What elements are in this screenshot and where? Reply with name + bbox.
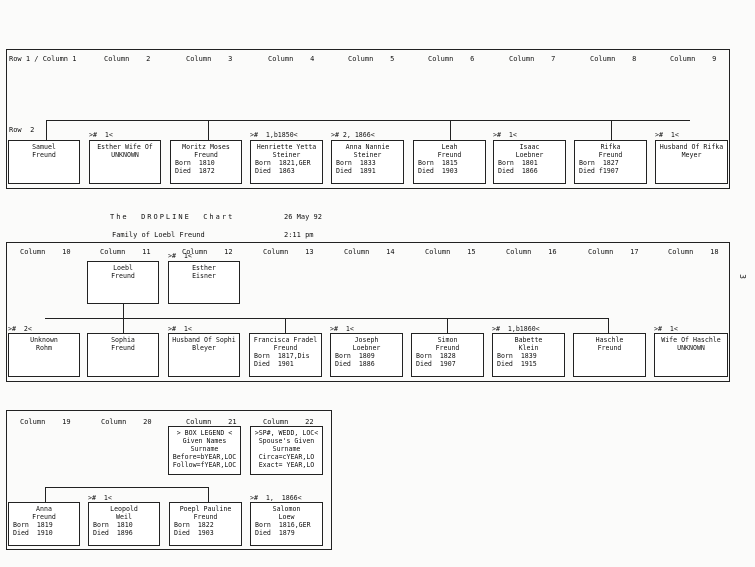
person-name: Babette bbox=[514, 336, 543, 344]
died-date: Died 1901 bbox=[254, 360, 294, 368]
born-date: Born 1839 bbox=[497, 352, 537, 360]
section2-bottom-rule bbox=[6, 381, 730, 382]
person-surname: Freund bbox=[32, 513, 56, 521]
row-label: Row 2 bbox=[9, 126, 35, 134]
died-date: Died 1910 bbox=[13, 529, 53, 537]
column-header: Row 1 / Column 1 bbox=[9, 55, 77, 63]
column-header: Column 22 bbox=[263, 418, 314, 426]
drop-line bbox=[285, 318, 286, 333]
parent-box bbox=[168, 261, 240, 304]
section3-bottom-rule bbox=[6, 549, 332, 550]
legend-line: Given Names bbox=[182, 437, 227, 445]
legend-line: >SP#, WEDD, LOC< bbox=[254, 429, 319, 437]
column-header: Column 17 bbox=[588, 248, 639, 256]
legend-line: Before=bYEAR,LOC bbox=[172, 453, 237, 461]
column-header: Column 9 bbox=[670, 55, 717, 63]
person-name: Poepl Pauline bbox=[179, 505, 232, 513]
person-box bbox=[88, 502, 160, 546]
born-date: Born 1827 bbox=[579, 159, 619, 167]
column-header: Column 5 bbox=[348, 55, 395, 63]
person-surname: UNKNOWN bbox=[677, 344, 705, 352]
column-header: Column 10 bbox=[20, 248, 71, 256]
person-name: Haschle bbox=[595, 336, 624, 344]
person-box bbox=[250, 502, 323, 546]
born-date: Born 1809 bbox=[335, 352, 375, 360]
died-date: Died 1872 bbox=[175, 167, 215, 175]
person-surname: Freund bbox=[194, 151, 218, 159]
person-name: Esther bbox=[192, 264, 216, 272]
column-header: Column 15 bbox=[425, 248, 476, 256]
drop-line bbox=[608, 318, 609, 333]
legend-line: Surname bbox=[272, 445, 301, 453]
spouse-mark: ># 1, 1866< bbox=[250, 494, 302, 502]
legend-line: > BOX LEGEND < bbox=[176, 429, 233, 437]
person-name: Husband Of Rifka bbox=[659, 143, 724, 151]
died-date: Died 1915 bbox=[497, 360, 537, 368]
person-box bbox=[574, 140, 647, 184]
died-date: Died 1879 bbox=[255, 529, 295, 537]
person-name: Sophia bbox=[111, 336, 135, 344]
column-header: Column 19 bbox=[20, 418, 71, 426]
died-date: Died 1903 bbox=[418, 167, 458, 175]
person-surname: Meyer bbox=[681, 151, 702, 159]
person-box bbox=[411, 333, 484, 377]
family-title: Family of Loebl Freund bbox=[112, 231, 205, 239]
born-date: Born 1833 bbox=[336, 159, 376, 167]
born-date: Born 1801 bbox=[498, 159, 538, 167]
person-box bbox=[331, 140, 404, 184]
column-header: Column 20 bbox=[101, 418, 152, 426]
person-box bbox=[655, 140, 728, 184]
column-header: Column 6 bbox=[428, 55, 475, 63]
born-date: Born 1810 bbox=[175, 159, 215, 167]
spouse-mark: ># 1< bbox=[655, 131, 679, 139]
person-box bbox=[330, 333, 403, 377]
person-surname: Freund bbox=[597, 344, 622, 352]
died-date: Died 1907 bbox=[416, 360, 456, 368]
died-date: Died 1903 bbox=[174, 529, 214, 537]
spouse-mark: ># 1< bbox=[493, 131, 517, 139]
person-name: Leah bbox=[441, 143, 458, 151]
person-box bbox=[250, 140, 323, 184]
person-name: Loebl bbox=[113, 264, 133, 272]
died-date: Died 1891 bbox=[336, 167, 376, 175]
drop-line bbox=[208, 487, 209, 502]
person-name: Rifka bbox=[600, 143, 621, 151]
person-name: Unknown bbox=[30, 336, 58, 344]
chart-time: 2:11 pm bbox=[284, 231, 314, 239]
person-box bbox=[249, 333, 322, 377]
person-name: Wife Of Haschle bbox=[661, 336, 721, 344]
legend-line: Spouse's Given bbox=[258, 437, 315, 445]
section2-right-rule bbox=[729, 242, 730, 382]
spouse-mark: ># 2< bbox=[8, 325, 32, 333]
spouse-mark: ># 1,b1850< bbox=[250, 131, 298, 139]
drop-line bbox=[123, 304, 124, 318]
person-surname: Freund bbox=[435, 344, 460, 352]
column-header: Column 11 bbox=[100, 248, 151, 256]
person-name: Samuel bbox=[32, 143, 56, 151]
born-date: Born 1828 bbox=[416, 352, 456, 360]
person-surname: Freund bbox=[32, 151, 56, 159]
spouse-mark: ># 1< bbox=[88, 494, 112, 502]
spouse-mark: ># 1< bbox=[168, 252, 192, 260]
person-name: Esther Wife Of bbox=[97, 143, 153, 151]
section1-right-rule bbox=[729, 49, 730, 189]
person-surname: Rohm bbox=[36, 344, 52, 352]
person-name: Husband Of Sophi bbox=[172, 336, 236, 344]
person-surname: Freund bbox=[111, 272, 135, 280]
person-name: Francisca Fradel bbox=[253, 336, 318, 344]
person-name: Leopold bbox=[110, 505, 138, 513]
person-name: Simon bbox=[437, 336, 458, 344]
person-surname: UNKNOWN bbox=[111, 151, 139, 159]
section1-top-rule bbox=[6, 49, 730, 50]
born-date: Born 1816,GER bbox=[255, 521, 311, 529]
person-box bbox=[8, 502, 80, 546]
spouse-mark: ># 1< bbox=[330, 325, 354, 333]
drop-line bbox=[123, 318, 124, 333]
spouse-mark: ># 2, 1866< bbox=[331, 131, 375, 139]
sibling-line bbox=[45, 487, 208, 488]
person-box bbox=[573, 333, 646, 377]
person-box bbox=[168, 333, 240, 377]
born-date: Born 1817,Dis bbox=[254, 352, 310, 360]
column-header: Column 16 bbox=[506, 248, 557, 256]
person-surname: Steiner bbox=[353, 151, 382, 159]
person-surname: Freund bbox=[437, 151, 462, 159]
person-box bbox=[413, 140, 486, 184]
spouse-mark: ># 1< bbox=[168, 325, 192, 333]
column-header: Column 13 bbox=[263, 248, 314, 256]
person-box bbox=[169, 502, 242, 546]
chart-title: The DROPLINE Chart bbox=[110, 213, 235, 221]
person-surname: Freund bbox=[598, 151, 623, 159]
person-name: Isaac bbox=[519, 143, 540, 151]
person-surname: Bleyer bbox=[192, 344, 216, 352]
person-surname: Eisner bbox=[192, 272, 216, 280]
person-name: Joseph bbox=[354, 336, 379, 344]
died-date: Died f1907 bbox=[579, 167, 619, 175]
drop-line bbox=[46, 120, 47, 140]
born-date: Born 1815 bbox=[418, 159, 458, 167]
died-date: Died 1866 bbox=[498, 167, 538, 175]
page-number: 3 bbox=[737, 274, 747, 279]
section1-bottom-rule bbox=[6, 188, 730, 189]
column-header: Column 8 bbox=[590, 55, 637, 63]
legend-line: Circa=cYEAR,LO bbox=[258, 453, 315, 461]
person-box bbox=[492, 333, 565, 377]
column-header: Column 7 bbox=[509, 55, 556, 63]
born-date: Born 1819 bbox=[13, 521, 53, 529]
column-header: Column 21 bbox=[186, 418, 237, 426]
spouse-legend bbox=[250, 426, 323, 475]
section3-left-rule bbox=[6, 410, 7, 550]
person-box bbox=[89, 140, 161, 184]
sibling-line bbox=[45, 318, 608, 319]
legend-line: Surname bbox=[190, 445, 219, 453]
person-box bbox=[8, 140, 80, 184]
spouse-mark: ># 1< bbox=[89, 131, 113, 139]
drop-line bbox=[45, 487, 46, 502]
column-header: Column 3 bbox=[186, 55, 233, 63]
person-name: Anna Nannie bbox=[345, 143, 390, 151]
born-date: Born 1810 bbox=[93, 521, 133, 529]
sibling-line bbox=[46, 120, 690, 121]
person-surname: Freund bbox=[193, 513, 218, 521]
drop-line bbox=[208, 120, 209, 140]
legend-line: Exact= YEAR,LO bbox=[258, 461, 315, 469]
person-surname: Klein bbox=[518, 344, 539, 352]
born-date: Born 1822 bbox=[174, 521, 214, 529]
spouse-mark: ># 1,b1860< bbox=[492, 325, 540, 333]
person-surname: Steiner bbox=[272, 151, 301, 159]
person-name: Anna bbox=[36, 505, 52, 513]
drop-line bbox=[447, 318, 448, 333]
person-surname: Loebner bbox=[515, 151, 544, 159]
person-box bbox=[493, 140, 566, 184]
person-name: Salomon bbox=[272, 505, 301, 513]
section2-left-rule bbox=[6, 242, 7, 382]
person-surname: Loew bbox=[278, 513, 295, 521]
died-date: Died 1896 bbox=[93, 529, 133, 537]
column-header: Column 18 bbox=[668, 248, 719, 256]
box-legend bbox=[168, 426, 241, 475]
legend-line: Follow=fYEAR,LOC bbox=[172, 461, 237, 469]
column-header: Column 14 bbox=[344, 248, 395, 256]
person-surname: Loebner bbox=[352, 344, 381, 352]
died-date: Died 1886 bbox=[335, 360, 375, 368]
drop-line bbox=[450, 120, 451, 140]
section1-left-rule bbox=[6, 49, 7, 189]
column-header: Column 4 bbox=[268, 55, 315, 63]
person-surname: Freund bbox=[111, 344, 135, 352]
person-name: Moritz Moses bbox=[182, 143, 230, 151]
chart-date: 26 May 92 bbox=[284, 213, 322, 221]
person-box bbox=[170, 140, 242, 184]
person-name: Henriette Yetta bbox=[256, 143, 317, 151]
section3-right-rule bbox=[331, 410, 332, 550]
person-box bbox=[8, 333, 80, 377]
drop-line bbox=[611, 120, 612, 140]
spouse-mark: ># 1< bbox=[654, 325, 678, 333]
parent-box bbox=[87, 261, 159, 304]
person-surname: Freund bbox=[273, 344, 298, 352]
column-header: Column 2 bbox=[104, 55, 151, 63]
section2-top-rule bbox=[6, 242, 730, 243]
died-date: Died 1863 bbox=[255, 167, 295, 175]
section3-top-rule bbox=[6, 410, 332, 411]
column-header: Column 12 bbox=[182, 248, 233, 256]
person-box bbox=[87, 333, 159, 377]
person-box bbox=[654, 333, 728, 377]
born-date: Born 1821,GER bbox=[255, 159, 311, 167]
person-surname: Weil bbox=[116, 513, 132, 521]
